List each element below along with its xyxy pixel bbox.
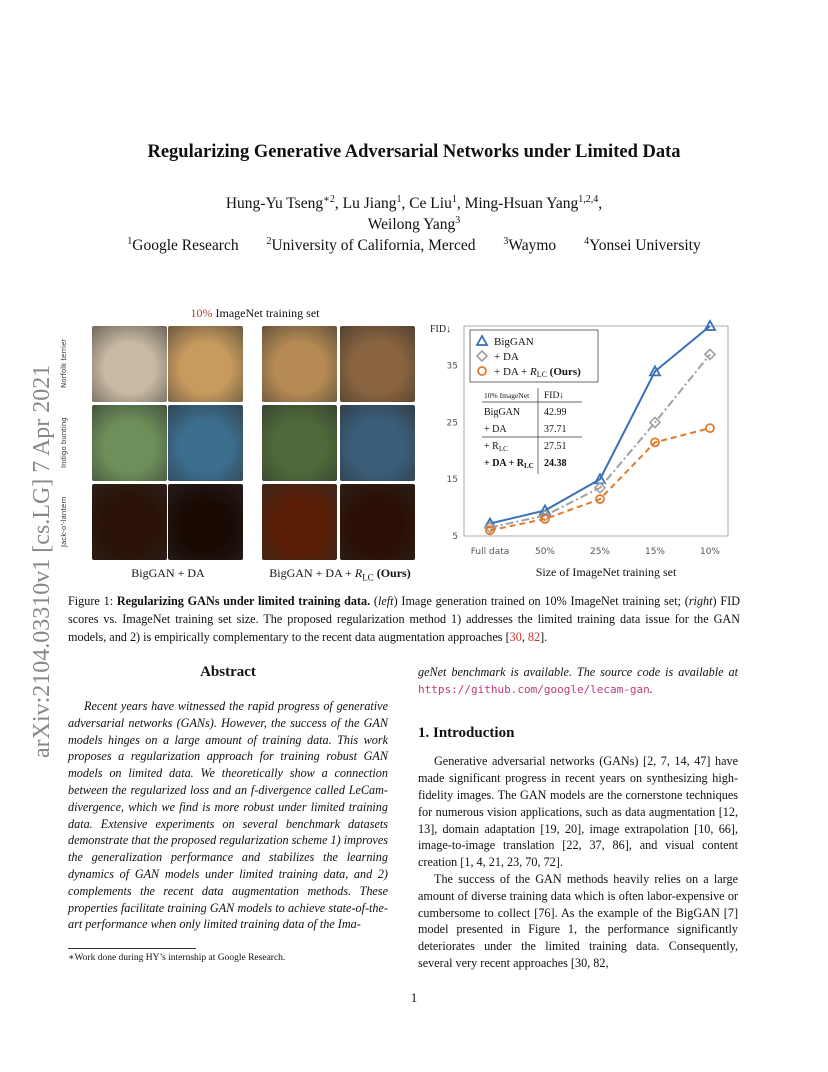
citation-link[interactable]: 82 [527, 630, 541, 644]
table-header-cell: 10% ImageNet [484, 391, 530, 400]
arxiv-identifier: arXiv:2104.03310v1 [cs.LG] 7 Apr 2021 [29, 364, 55, 758]
legend-entry: + DA [494, 351, 519, 363]
author: Lu Jiang [342, 195, 397, 212]
intro-paragraph-2: The success of the GAN methods heavily relies on a large amount of diverse training data which is often labor-expensive or cumbersome to collect [76]. As the example of the BigGAN [7] model presented in Figure 1, the performance significantly deteriorates under the limited training data. Consequently, several very recent approaches [30, 82, [418, 871, 738, 970]
author-line-2 [60, 214, 768, 235]
generated-image-tile [262, 484, 337, 560]
abstract-heading: Abstract [200, 664, 256, 680]
author-line-1: Hung-Yu Tseng$^{∗2}$, Lu Jiang$^1$, Ce Liu$^1$, Ming-Hsuan Yang$^{1,2,4}$, [225, 194, 603, 212]
generated-image-tile [262, 405, 337, 481]
author-list [60, 193, 768, 235]
table-header-cell: FID↓ [544, 391, 565, 401]
generated-image-tile [92, 484, 167, 560]
x-tick-label: 10% [699, 547, 721, 557]
y-tick-label: 35 [446, 361, 458, 372]
author-sup: 1 [396, 194, 402, 205]
affiliations [60, 237, 768, 255]
row-label-indigo-bunting: Indigo bunting [60, 417, 68, 468]
generated-image-tile [340, 484, 415, 560]
image-caption-ours: BigGAN + DA + $R_{LC}$ (Ours) [269, 566, 411, 583]
table-row-label: + DA + $R_{LC}$ [484, 458, 534, 470]
abstract-body [68, 698, 388, 933]
x-tick-label: 25% [589, 547, 611, 557]
figure-caption: Figure 1: Regularizing GANs under limited training data. (left) Image generation trained on 10% ImageNet training set; (right) FID scores vs. ImageNet training set size. The proposed regularization method 1) addresses the limited training data issue for the GAN models, and 2) is empirically complementary to the recent data augmentation approaches [30, 82]. [68, 594, 740, 644]
right-column [418, 664, 738, 972]
row-label-norfolk-terrier: Norfolk terrier [60, 338, 68, 389]
generated-image-tile [92, 405, 167, 481]
generated-image-tile [340, 326, 415, 402]
affiliation: $^1$Google Research [127, 236, 239, 254]
abstract-continuation: geNet benchmark is available. The source code is available at https://github.com/google/lecam-gan. [418, 665, 738, 696]
affiliation: $^3$Waymo [503, 236, 557, 254]
data-point [705, 321, 715, 330]
intro-paragraph-1: Generative adversarial networks (GANs) [2, 7, 14, 47] have made significant progress in recent years on synthesizing high-fidelity images. The GAN models are the cornerstone techniques for numerous vision applications, such as data augmentation [12, 13], domain adaptation [19, 20], image extrapolation [10, 66], image-to-image translation [22, 37, 86], and visual content creation [1, 4, 21, 23, 70, 72]. [418, 754, 738, 870]
generated-image-tile [168, 405, 243, 481]
affiliation: $^4$Yonsei University [584, 236, 701, 254]
generated-image-tile [92, 326, 167, 402]
x-tick-label: Full data [470, 547, 510, 557]
footnote: ∗Work done during HY’s internship at Google Research. [68, 953, 286, 963]
table-row-label: + $R_{LC}$ [484, 441, 508, 453]
x-tick-label: 50% [534, 547, 556, 557]
table-row-value: 37.71 [544, 424, 567, 435]
table-row-label: + DA [484, 424, 507, 435]
author-sup: ∗2 [323, 194, 335, 205]
author-sup: 1,2,4 [578, 194, 599, 205]
legend-entry: + DA + RLC (Ours) [494, 366, 581, 379]
table-row-label: BigGAN [484, 407, 521, 418]
y-axis-label: FID↓ [430, 324, 452, 335]
author: Weilong Yang [367, 216, 456, 233]
section-heading-introduction: 1. Introduction [418, 724, 515, 741]
author: Hung-Yu Tseng [225, 195, 324, 212]
generated-image-tile [340, 405, 415, 481]
paper-title: Regularizing Generative Adversarial Networks under Limited Data [147, 142, 681, 162]
generated-image-tile [168, 484, 243, 560]
legend-entry: BigGAN [494, 336, 534, 348]
table-row-value: 24.38 [544, 458, 567, 469]
author: Ce Liu [409, 195, 452, 212]
author: Ming-Hsuan Yang [464, 195, 579, 212]
affiliation: $^2$University of California, Merced [266, 236, 476, 254]
footnote-rule [68, 948, 196, 949]
fid-line-chart [428, 318, 738, 583]
abstract-text: Recent years have witnessed the rapid progress of generative adversarial networks (GANs). However, the success of the GAN models hinges on a large amount of training data. This work proposes a regularization approach for training robust GAN models on limited data. We theoretically show a connection between the regularized loss and an f-divergence called LeCam-divergence, which we find is more robust under limited training data. Extensive experiments on several benchmark datasets demonstrate that the proposed regularization scheme 1) improves the generalization performance and stabilizes the learning dynamics of GAN models under limited training data, and 2) complements the recent data augmentation methods. These properties facilitate training GAN models to achieve state-of-the-art performance when only limited training data of the Ima- [68, 699, 388, 932]
image-grid-title: 10% ImageNet training set [190, 306, 320, 320]
table-row-value: 42.99 [544, 407, 567, 418]
table-row-value: 27.51 [544, 441, 567, 452]
row-label-jack-o-lantern: Jack-o'-lantern [60, 496, 68, 547]
page-number: 1 [410, 990, 418, 1005]
y-tick-label: 5 [452, 532, 458, 542]
image-caption-baseline: BigGAN + DA [131, 566, 205, 580]
generated-image-tile [262, 326, 337, 402]
generated-image-tile [168, 326, 243, 402]
citation-link[interactable]: 30 [509, 630, 522, 644]
y-tick-label: 15 [446, 475, 458, 486]
x-tick-label: 15% [644, 547, 666, 557]
author-sup: 1 [451, 194, 457, 205]
x-axis-label: Size of ImageNet training set [535, 565, 677, 579]
y-tick-label: 25 [446, 418, 458, 429]
author-sup: 3 [455, 215, 461, 226]
source-code-link[interactable]: https://github.com/google/lecam-gan [418, 682, 650, 696]
